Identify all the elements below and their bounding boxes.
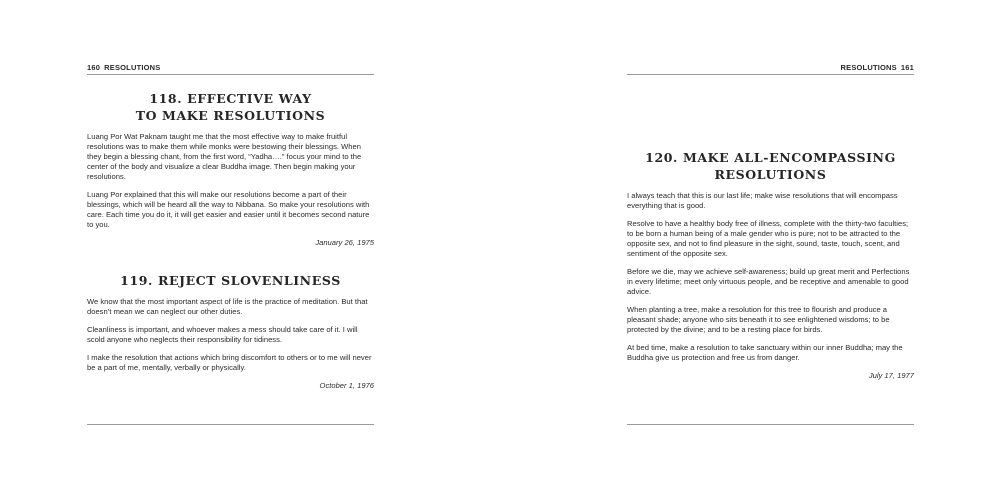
- section-120-title-line1: 120. MAKE ALL-ENCOMPASSING: [645, 150, 896, 165]
- section-118-title-line1: 118. EFFECTIVE WAY: [149, 91, 312, 106]
- right-bottom-rule: [627, 424, 914, 425]
- section-119-paragraph-2: Cleanliness is important, and whoever makes a mess should take care of it. I will scold anyone who neglects their responsibility for tidiness.: [87, 325, 358, 344]
- section-119-title: [87, 272, 374, 289]
- section-118-date: January 26, 1975: [315, 238, 374, 247]
- left-page-number: 160: [87, 63, 101, 72]
- section-120-paragraph-4: When planting a tree, make a resolution for this tree to flourish and produce a pleasant shade; anyone who sits beneath it to see enlightened wisdoms; to be protected by the divine; and to be a resting place for birds.: [627, 305, 890, 334]
- left-running-head: [87, 63, 374, 75]
- section-118-paragraph-1: Luang Por Wat Paknam taught me that the most effective way to make fruitful resolutions was to make them while monks were bestowing their blessings. When they begin a blessing chant, from the first word, “Yadha….” focus your mind to the center of the body and visualize a clear Buddha image. Then begin making your resolutions.: [87, 132, 362, 181]
- section-120-paragraph-5: At bed time, make a resolution to take sanctuary within our inner Buddha; may the Buddha give us protection and free us from danger.: [627, 343, 903, 362]
- section-120-paragraph-3: Before we die, may we achieve self-awareness; build up great merit and Perfections in every lifetime; meet only virtuous people, and be receptive and amenable to good advice.: [627, 267, 910, 296]
- section-120-title: [627, 149, 914, 183]
- section-120-date: July 17, 1977: [868, 371, 914, 380]
- section-118-title: [87, 90, 374, 124]
- section-119-date: October 1, 1976: [319, 381, 374, 390]
- section-120-title-line2: RESOLUTIONS: [714, 167, 827, 182]
- left-running-title: RESOLUTIONS: [104, 63, 161, 72]
- right-running-head: [627, 63, 914, 75]
- section-120-paragraph-2: Resolve to have a healthy body free of illness, complete with the thirty-two faculties; to be born a human being of a male gender who is pure; not to be attracted to the opposite sex, and not to find pleasure in the sight, sound, taste, touch, scent, and sentiment of the opposite sex.: [627, 219, 909, 258]
- section-119-title-line1: 119. REJECT SLOVENLINESS: [120, 273, 341, 288]
- section-118: [87, 90, 374, 247]
- section-119-paragraph-1: We know that the most important aspect of life is the practice of meditation. But that doesn’t mean we can neglect our other duties.: [87, 297, 368, 316]
- section-119: [87, 272, 374, 390]
- section-120: [627, 149, 914, 380]
- section-118-title-line2: TO MAKE RESOLUTIONS: [135, 108, 326, 123]
- section-119-paragraph-3: I make the resolution that actions which bring discomfort to others or to me will never be a part of me, mentally, verbally or physically.: [87, 353, 372, 372]
- right-page-number: 161: [900, 63, 914, 72]
- section-120-paragraph-1: I always teach that this is our last life; make wise resolutions that will encompass everything that is good.: [627, 191, 898, 210]
- right-running-title: RESOLUTIONS: [840, 63, 897, 72]
- section-118-paragraph-2: Luang Por explained that this will make our resolutions become a part of their blessings, which will be heard all the way to Nibbana. So make your resolutions with care. Each time you do it, it will get easier and easier until it becomes second nature to you.: [87, 190, 370, 229]
- left-bottom-rule: [87, 424, 374, 425]
